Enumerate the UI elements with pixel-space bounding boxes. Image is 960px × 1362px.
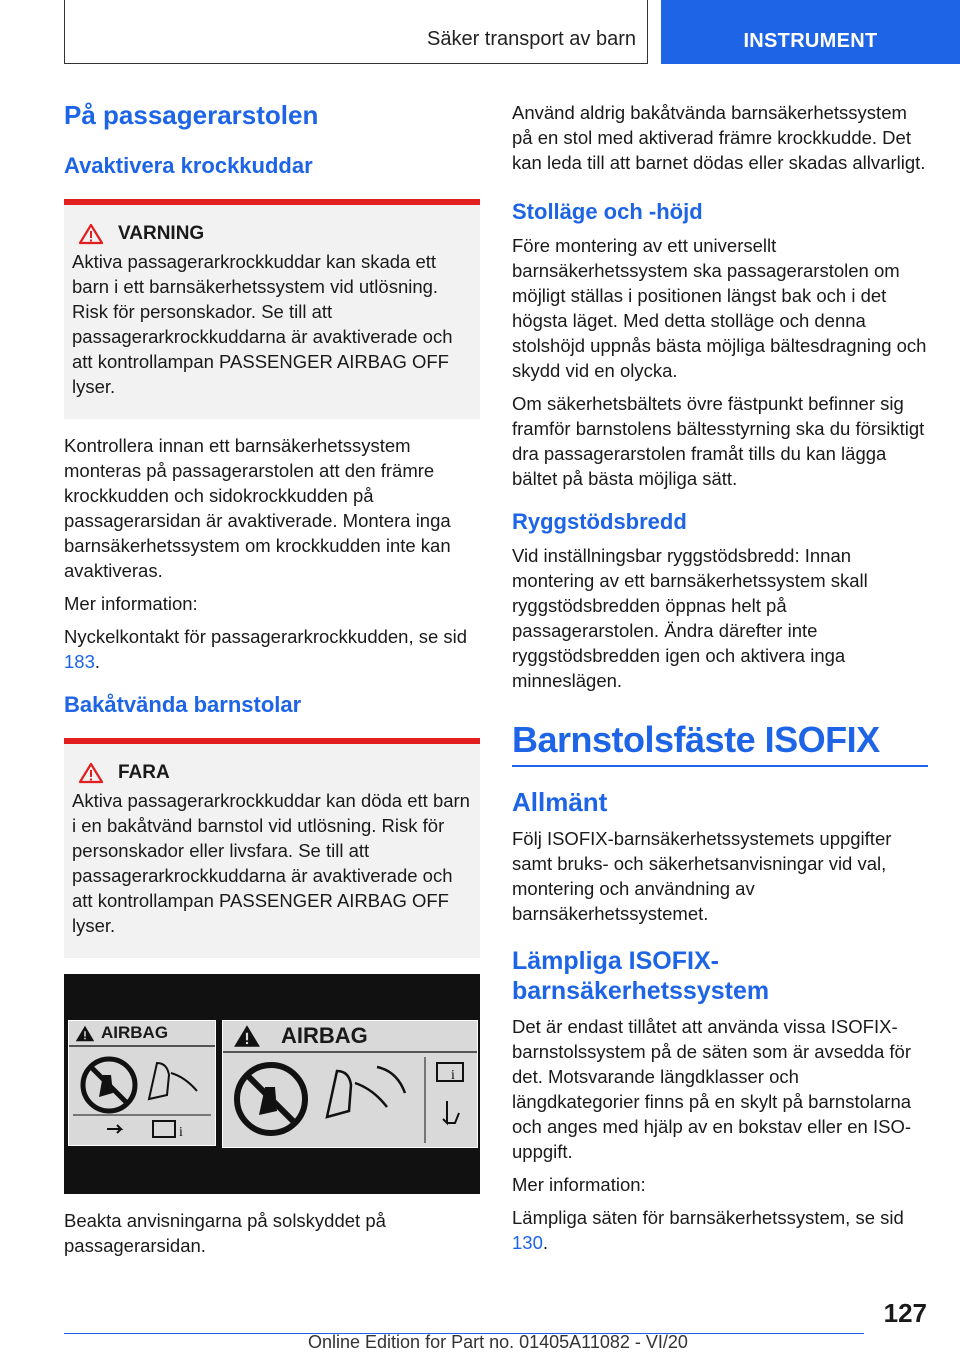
paragraph-backrest-width: Vid inställningsbar ryggstödsbredd: Innan montering av ett barnsäkerhetssystem skall ryggstödsbredden öppnas helt på passagerarstolen. Ändra därefter inte ryggstödsbredden igen och aktivera inga minneslägen. bbox=[512, 545, 868, 691]
danger-text: Aktiva passagerarkrockkuddar kan döda ett barn i en bakåtvänd barnstol vid utlösning. Risk för personskador eller livsfara. Se till att passagerarkrockkuddarna är avaktiverade och att kontrollampan PASSENGER AIRBAG OFF lyser. bbox=[72, 790, 470, 936]
danger-box bbox=[64, 738, 480, 958]
svg-text:i: i bbox=[451, 1068, 455, 1083]
warning-box bbox=[64, 199, 480, 419]
warning-title-row bbox=[78, 223, 470, 245]
paragraph-check-before: Kontrollera innan ett barnsäkerhetssystem monteras på passagerarstolen att den främre krockkudden och sidokrockkudden på passagerarsidan är avaktiverade. Montera inga barnsäkerhetssystem om krockkudden inte kan avaktiveras. bbox=[64, 435, 451, 581]
header-section-title: Säker transport av barn bbox=[427, 28, 636, 50]
warning-triangle-icon bbox=[78, 223, 104, 245]
heading-deactivate-airbags: Avaktivera krockkuddar bbox=[64, 153, 313, 178]
left-column bbox=[64, 100, 480, 1266]
paragraph-key-switch bbox=[64, 624, 480, 674]
paragraph-more-info-2: Mer information: bbox=[512, 1174, 646, 1195]
paragraph-more-info: Mer information: bbox=[64, 593, 198, 614]
heading-isofix: Barnstolsfäste ISOFIX bbox=[512, 719, 880, 760]
photo-caption: Beakta anvisningarna på solskyddet på passagerarsidan. bbox=[64, 1210, 386, 1256]
footer-edition: Online Edition for Part no. 01405A11082 - VI/20 bbox=[308, 1332, 688, 1352]
danger-title-row bbox=[78, 762, 470, 784]
paragraph-upper-anchor: Om säkerhetsbältets övre fästpunkt befinner sig framför barnstolens bältesstyrning ska du försiktigt dra passagerarstolen framåt tills du kan lägga bältet på bästa möjliga sätt. bbox=[512, 393, 925, 489]
paragraph-only-allowed: Det är endast tillåtet att använda vissa ISOFIX-barnstolssystem på de säten som är avsedda för det. Motsvarande längdklasser och längdkategorier finns på en skylt på barnstolarna och anges med hjälp av en bokstav eller en ISO-uppgift. bbox=[512, 1016, 912, 1162]
warning-title: VARNING bbox=[118, 223, 205, 244]
heading-backrest-width: Ryggstödsbredd bbox=[512, 509, 687, 534]
airbag-large-bar bbox=[223, 1021, 477, 1053]
heading-suitable-isofix: Lämpliga ISOFIX-barnsäkerhetssystem bbox=[512, 947, 770, 1005]
airbag-label-small bbox=[68, 1020, 216, 1146]
airbag-small-bar bbox=[69, 1021, 215, 1047]
warning-text: Aktiva passagerarkrockkuddar kan skada ett barn i ett barnsäkerhetssystem vid utlösning. Risk för personskador. Se till att passagerarkrockkuddarna är avaktiverade och att kontrollampan PASSENGER AIRBAG OFF lyser. bbox=[72, 251, 453, 397]
right-column bbox=[512, 100, 928, 1263]
airbag-large-text: AIRBAG bbox=[281, 1023, 368, 1048]
heading-isofix-wrap bbox=[512, 719, 928, 767]
suitable-seats-text: Lämpliga säten för barnsäkerhetssystem, se sid bbox=[512, 1207, 904, 1228]
suitable-seats-end: . bbox=[542, 1232, 549, 1253]
warning-triangle-icon bbox=[78, 762, 104, 784]
key-switch-text: Nyckelkontakt för passagerarkrockkudden, se sid bbox=[64, 626, 468, 647]
heading-passenger-seat: På passagerarstolen bbox=[64, 100, 319, 130]
heading-rear-facing: Bakåtvända barnstolar bbox=[64, 692, 302, 717]
heading-seat-position: Stolläge och -höjd bbox=[512, 199, 703, 224]
no-child-seat-icon bbox=[73, 1053, 211, 1141]
paragraph-follow-isofix: Följ ISOFIX-barnsäkerhetssystemets uppgifter samt bruks- och säkerhetsanvisningar vid val, montering och användning av barnsäkerhetssystemet. bbox=[512, 828, 892, 924]
danger-title: FARA bbox=[118, 762, 170, 783]
warning-triangle-icon bbox=[75, 1025, 95, 1042]
heading-general: Allmänt bbox=[512, 787, 608, 817]
airbag-label-large bbox=[222, 1020, 478, 1148]
header-tab-instrument[interactable]: INSTRUMENT bbox=[661, 0, 960, 64]
paragraph-before-mounting: Före montering av ett universellt barnsäkerhetssystem ska passagerarstolen om möjligt ställas i positionen längst bak och i det högsta läget. Med detta stolläge och denna stolshöjd uppnås bästa möjliga bältesdragning och skydd vid en olycka. bbox=[512, 235, 927, 381]
airbag-label-photo bbox=[64, 974, 480, 1194]
page-link-183[interactable]: 183 bbox=[64, 651, 95, 672]
paragraph-never-rear-facing: Använd aldrig bakåtvända barnsäkerhetssystem på en stol med aktiverad främre krockkudde. Det kan leda till att barnet dödas eller skadas allvarligt. bbox=[512, 102, 926, 173]
airbag-small-text: AIRBAG bbox=[101, 1023, 169, 1042]
no-child-seat-large-icon bbox=[227, 1057, 473, 1143]
page-link-130[interactable]: 130 bbox=[512, 1232, 543, 1253]
key-switch-end: . bbox=[94, 651, 101, 672]
paragraph-suitable-seats bbox=[512, 1205, 928, 1255]
page-number: 127 bbox=[883, 1298, 927, 1328]
svg-text:i: i bbox=[179, 1125, 183, 1140]
warning-triangle-icon bbox=[233, 1024, 261, 1048]
